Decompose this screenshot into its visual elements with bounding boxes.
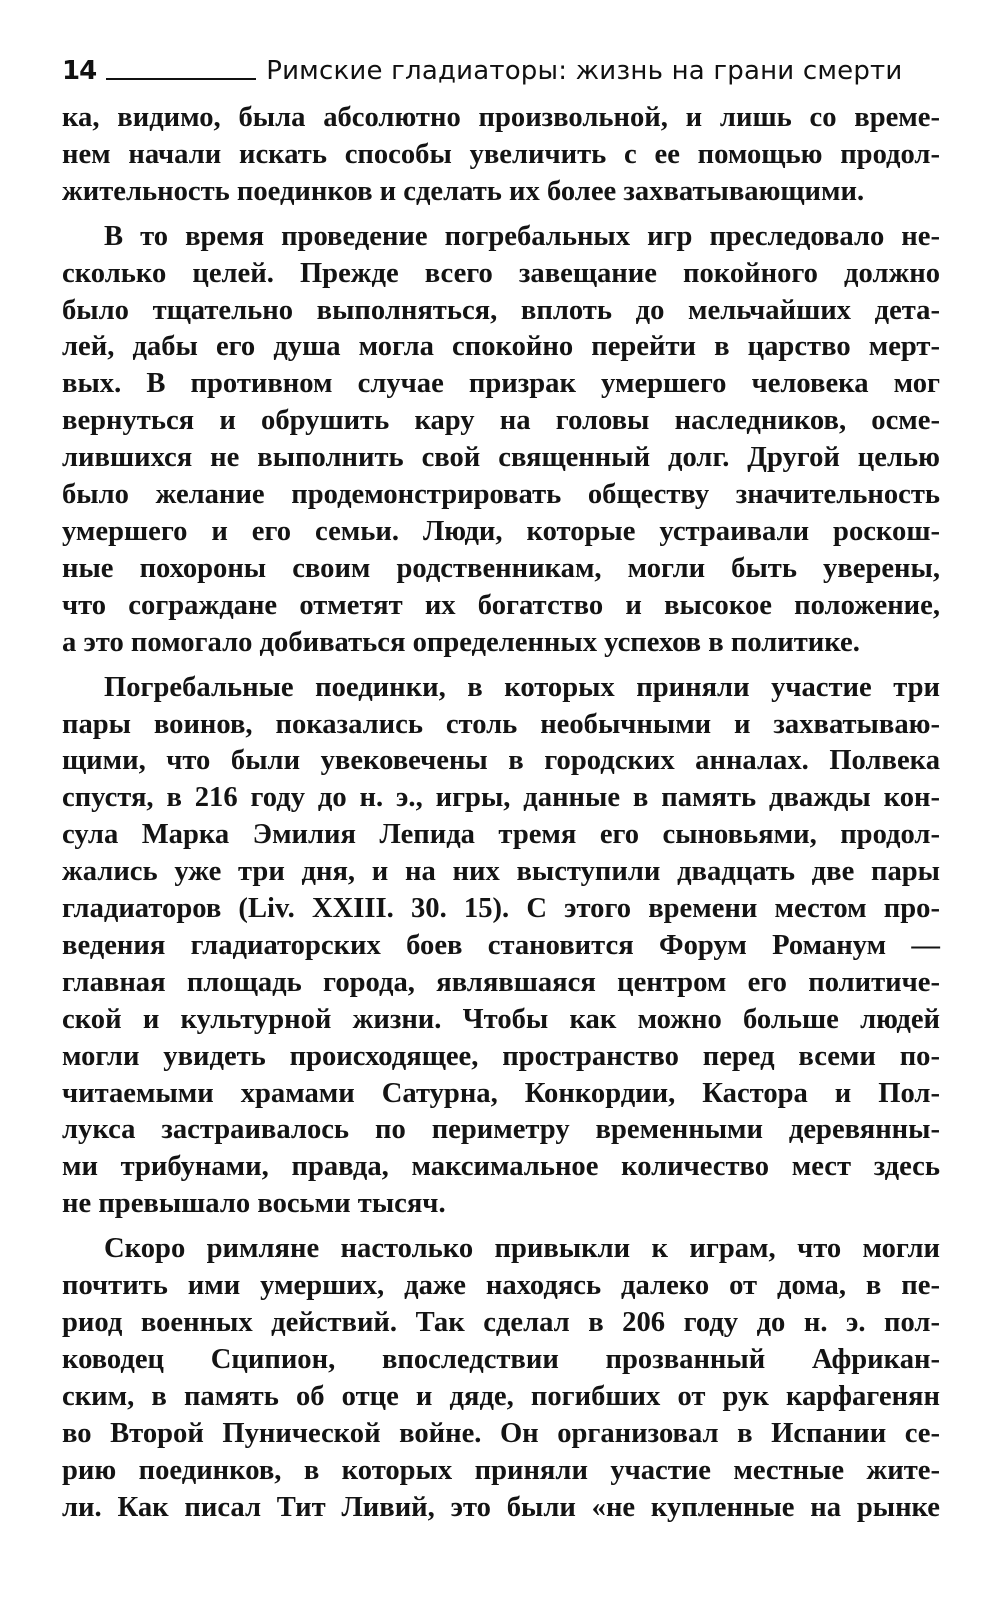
page-number: 14 — [62, 56, 97, 86]
text-line: во Второй Пунической войне. Он организовал в Испании се- — [62, 1417, 940, 1449]
text-line: гладиаторов (Liv. XXIII. 30. 15). С этого времени местом про- — [62, 893, 940, 925]
paragraph — [62, 1231, 940, 1526]
text-line: ской и культурной жизни. Чтобы как можно больше людей — [62, 1003, 940, 1035]
paragraph — [62, 100, 940, 211]
text-line: было желание продемонстрировать обществу значительность — [62, 479, 940, 511]
text-line: лукса застраивалось по периметру временными деревянны- — [62, 1114, 940, 1146]
text-line: что сограждане отметят их богатство и высокое положение, — [62, 589, 940, 621]
text-line: почтить ими умерших, даже находясь далеко от дома, в пе- — [62, 1270, 940, 1302]
text-line: В то время проведение погребальных игр преследовало не- — [104, 220, 940, 252]
text-line: Погребальные поединки, в которых приняли участие три — [104, 671, 940, 703]
text-line: лившихся не выполнить свой священный долг. Другой целью — [62, 442, 940, 474]
text-line: ководец Сципион, впоследствии прозванный Африкан- — [62, 1343, 940, 1375]
text-line: нем начали искать способы увеличить с ее помощью продол- — [62, 138, 940, 170]
text-line: щими, что были увековечены в городских анналах. Полвека — [62, 745, 940, 777]
text-line: а это помогало добиваться определенных успехов в политике. — [62, 626, 860, 658]
text-line: умершего и его семьи. Люди, которые устраивали роскош- — [62, 515, 940, 547]
text-line: было тщательно выполняться, вплоть до мельчайших дета- — [62, 294, 940, 326]
text-line: читаемыми храмами Сатурна, Конкордии, Кастора и Пол- — [62, 1077, 940, 1109]
header-rule — [106, 78, 256, 80]
paragraph — [62, 670, 940, 1224]
text-line: ским, в память об отце и дяде, погибших от рук карфагенян — [62, 1380, 940, 1412]
paragraph — [62, 219, 940, 662]
text-line: ли. Как писал Тит Ливий, это были «не купленные на рынке — [62, 1491, 940, 1523]
text-line: вернуться и обрушить кару на головы наследников, осме- — [62, 405, 940, 437]
text-line: рию поединков, в которых приняли участие местные жите- — [62, 1454, 940, 1486]
text-line: Скоро римляне настолько привыкли к играм, что могли — [104, 1233, 940, 1265]
text-line: ми трибунами, правда, максимальное количество мест здесь — [62, 1151, 940, 1183]
text-line: ведения гладиаторских боев становится Форум Романум — — [62, 929, 940, 961]
text-line: вых. В противном случае призрак умершего человека мог — [62, 368, 940, 400]
text-line: сколько целей. Прежде всего завещание покойного должно — [62, 257, 940, 289]
body-text — [62, 100, 940, 1526]
text-line: сула Марка Эмилия Лепида тремя его сыновьями, продол- — [62, 819, 940, 851]
text-line: риод военных действий. Так сделал в 206 году до н. э. пол- — [62, 1307, 940, 1338]
running-header — [62, 46, 940, 86]
text-line: ка, видимо, была абсолютно произвольной, и лишь со време- — [62, 102, 940, 133]
text-line: лей, дабы его душа могла спокойно перейти в царство мерт- — [62, 331, 940, 363]
text-line: могли увидеть происходящее, пространство перед всеми по- — [62, 1040, 940, 1072]
running-title: Римские гладиаторы: жизнь на грани смерти — [266, 56, 903, 86]
text-line: не превышало восьми тысяч. — [62, 1188, 446, 1220]
text-line: жительность поединков и сделать их более захватывающими. — [62, 175, 865, 207]
text-line: главная площадь города, являвшаяся центром его политиче- — [62, 966, 940, 998]
text-line: жались уже три дня, и на них выступили двадцать две пары — [62, 856, 940, 888]
text-line: пары воинов, показались столь необычными и захватываю- — [62, 708, 940, 740]
text-line: ные похороны своим родственникам, могли быть уверены, — [62, 552, 940, 584]
text-line: спустя, в 216 году до н. э., игры, данные в память дважды кон- — [62, 782, 940, 814]
